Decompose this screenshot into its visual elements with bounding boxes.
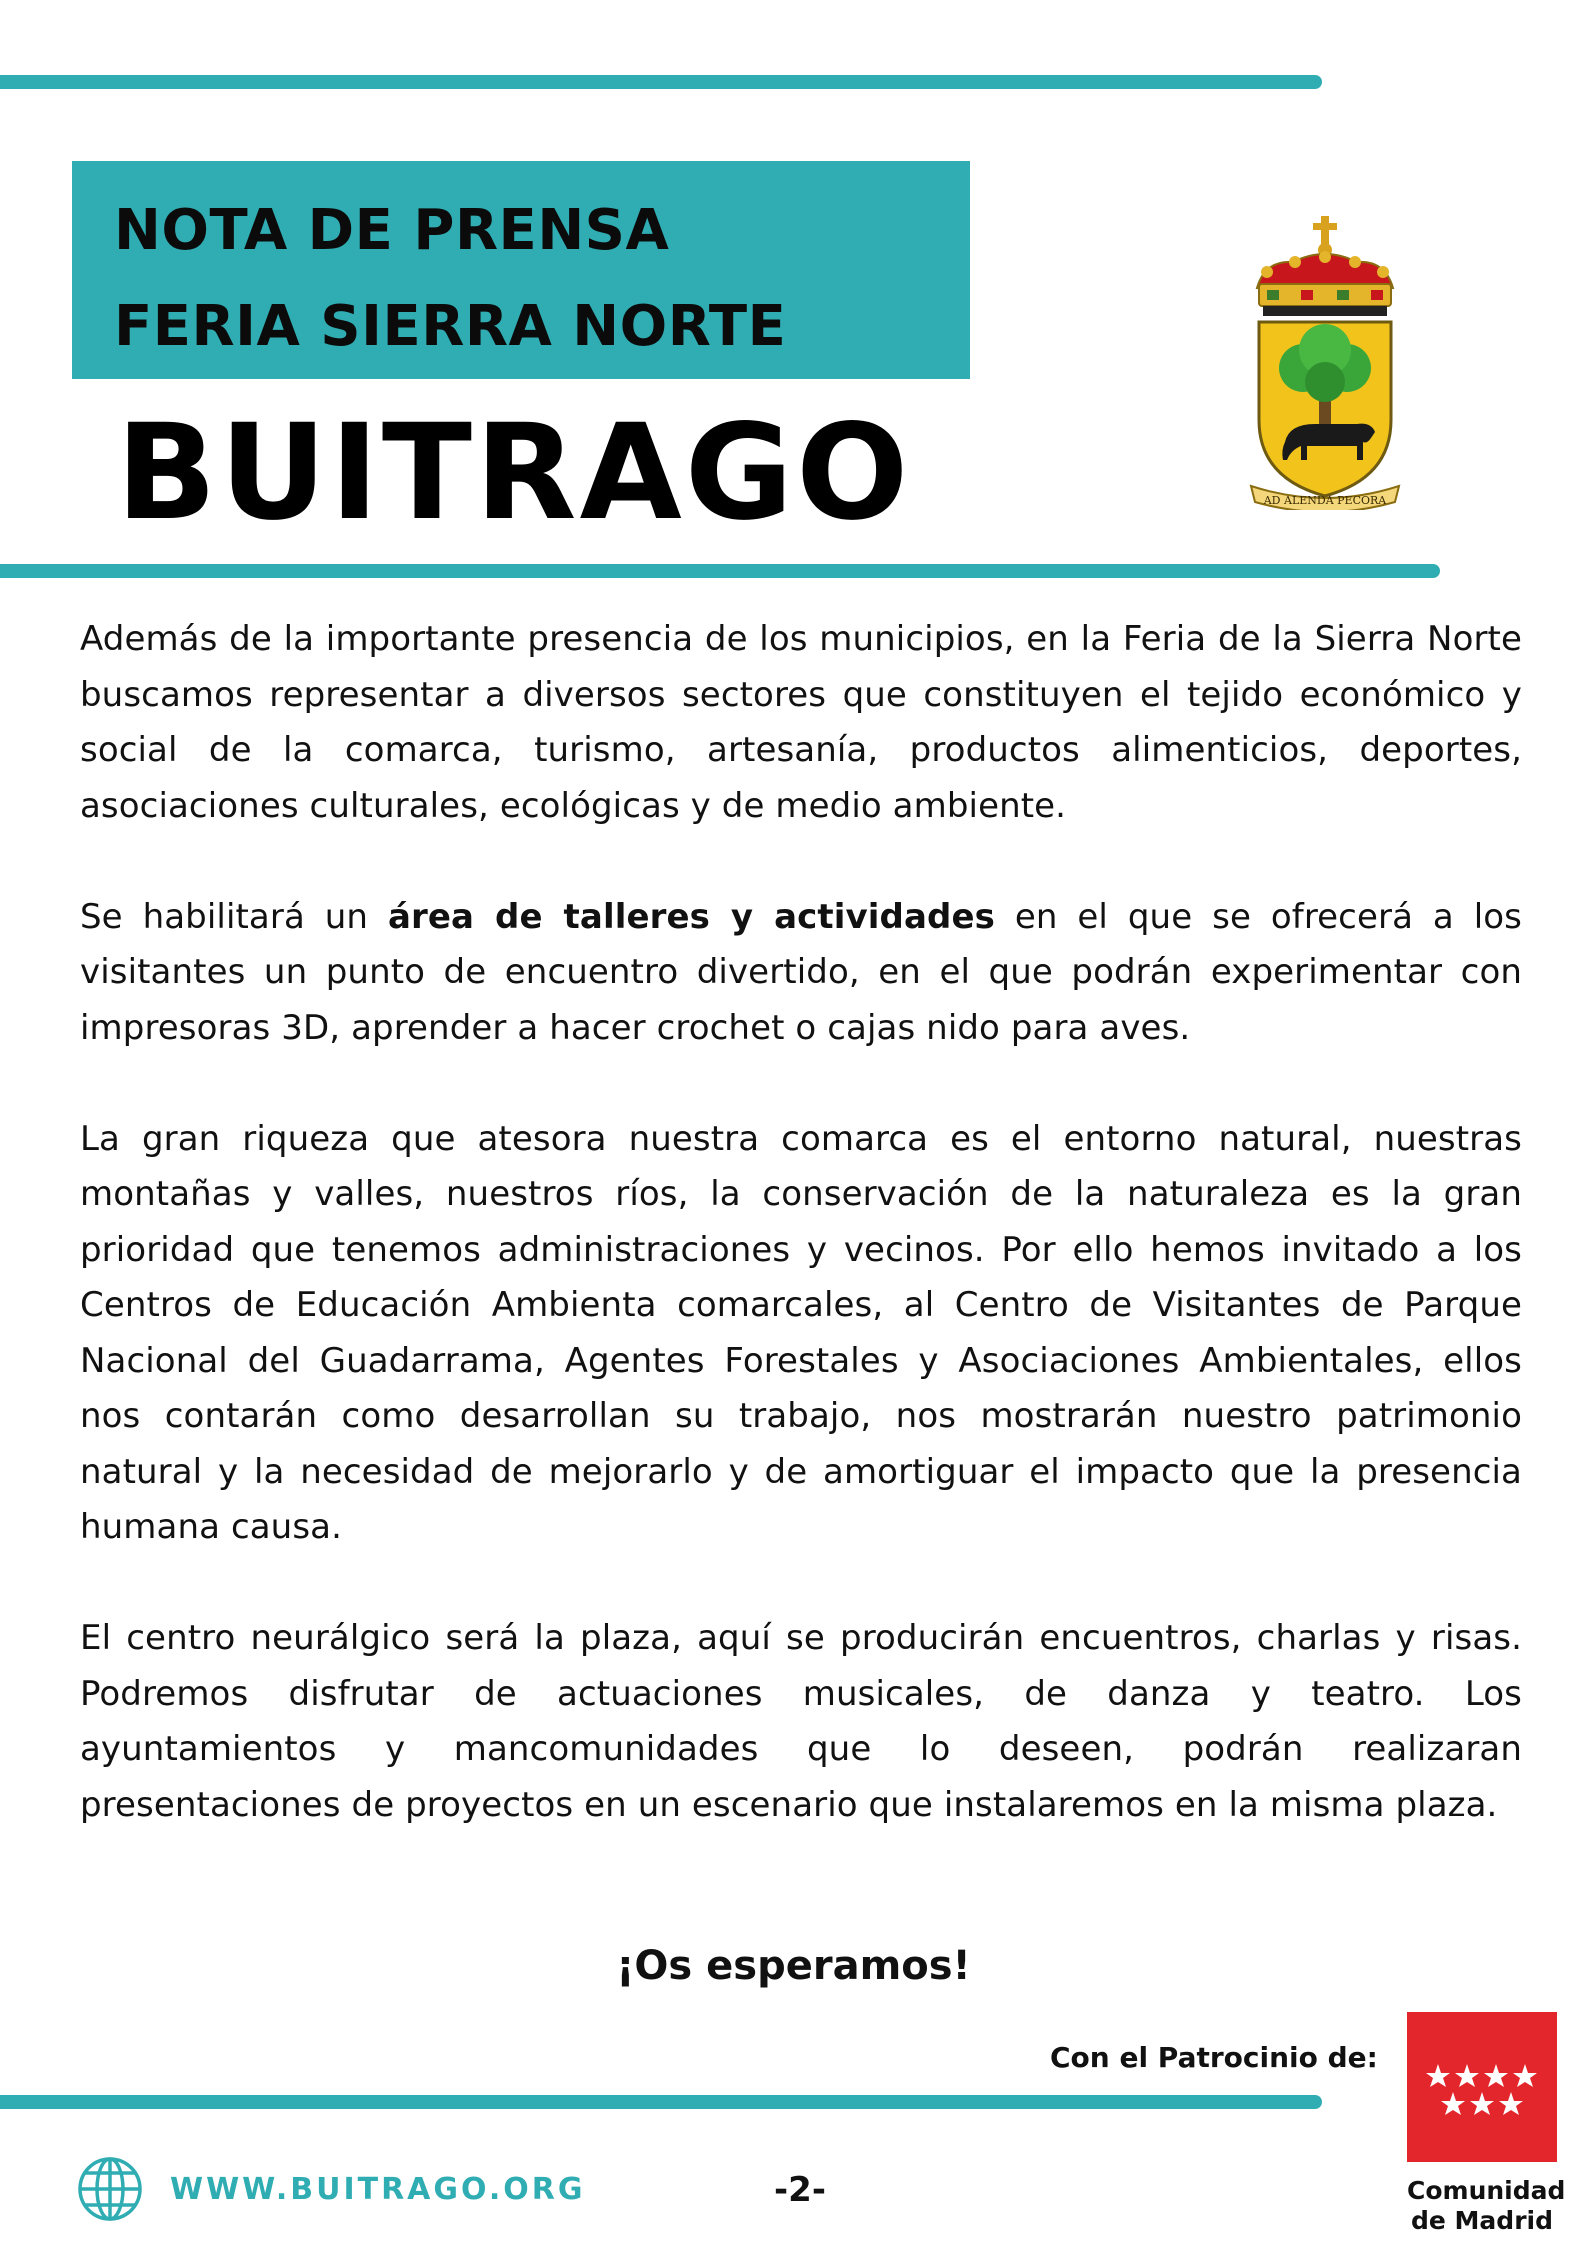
middle-accent-bar [0, 564, 1440, 578]
globe-icon [76, 2155, 144, 2223]
comunidad-de-madrid-logo [1407, 2012, 1566, 2242]
closing-line: ¡Os esperamos! [616, 1943, 971, 1989]
org-line-2: de Madrid [1411, 2206, 1553, 2235]
comunidad-de-madrid-text [1407, 2176, 1566, 2236]
top-accent-bar [0, 75, 1322, 89]
sponsor-label: Con el Patrocinio de: [1050, 2041, 1378, 2074]
header-line-1: NOTA DE PRENSA [114, 198, 670, 263]
paragraph-2-end: en el que se ofrecerá a los visitantes un punto de encuentro divertido, en el que podrán experimentar con impresoras 3D, aprender a hacer crochet o cajas nido para aves. [80, 896, 1522, 1048]
paragraph-3: La gran riqueza que atesora nuestra comarca es el entorno natural, nuestras montañas y valles, nuestros ríos, la conservación de la naturaleza es la gran prioridad que tenemos administraciones y vecinos. Por ello hemos invitado a los Centros de Educación Ambienta comarcales, al Centro de Visitantes de Parque Nacional del Guadarrama, Agentes Forestales y Asociaciones Ambientales, ellos nos contarán como desarrollan su trabajo, nos mostrarán nuestro patrimonio natural y la necesidad de mejorarlo y de amortiguar el impacto que la presencia humana causa. [80, 1118, 1522, 1547]
paragraph-1: Además de la importante presencia de los municipios, en la Feria de la Sierra Norte buscamos representar a diversos sectores que constituyen el tejido económico y social de la comarca, turismo, artesanía, productos alimenticios, deportes, asociaciones culturales, ecológicas y de medio ambiente. [80, 619, 1522, 826]
org-line-1: Comunidad [1407, 2176, 1566, 2205]
madrid-flag-icon [1407, 2012, 1557, 2162]
paragraph-2-start: Se habilitará un [80, 896, 388, 937]
header-box [72, 161, 970, 379]
paragraph-4: El centro neurálgico será la plaza, aquí se producirán encuentros, charlas y risas. Podremos disfrutar de actuaciones musicales, de danza y teatro. Los ayuntamientos y mancomunidades que lo deseen, podrán realizaran presentaciones de proyectos en un escenario que instalaremos en la misma plaza. [80, 1618, 1522, 1825]
bottom-accent-bar [0, 2095, 1322, 2109]
article-body [80, 612, 1522, 1833]
page-title: BUITRAGO [116, 396, 912, 550]
page-number: -2- [774, 2170, 826, 2210]
paragraph-2 [80, 890, 1522, 1057]
crest-motto: AD ALENDA PECORA [1263, 494, 1387, 507]
header-line-2: FERIA SIERRA NORTE [114, 294, 787, 359]
website-link[interactable]: WWW.BUITRAGO.ORG [170, 2172, 586, 2207]
coat-of-arms-logo [1245, 210, 1405, 510]
paragraph-2-bold: área de talleres y actividades [387, 896, 995, 937]
